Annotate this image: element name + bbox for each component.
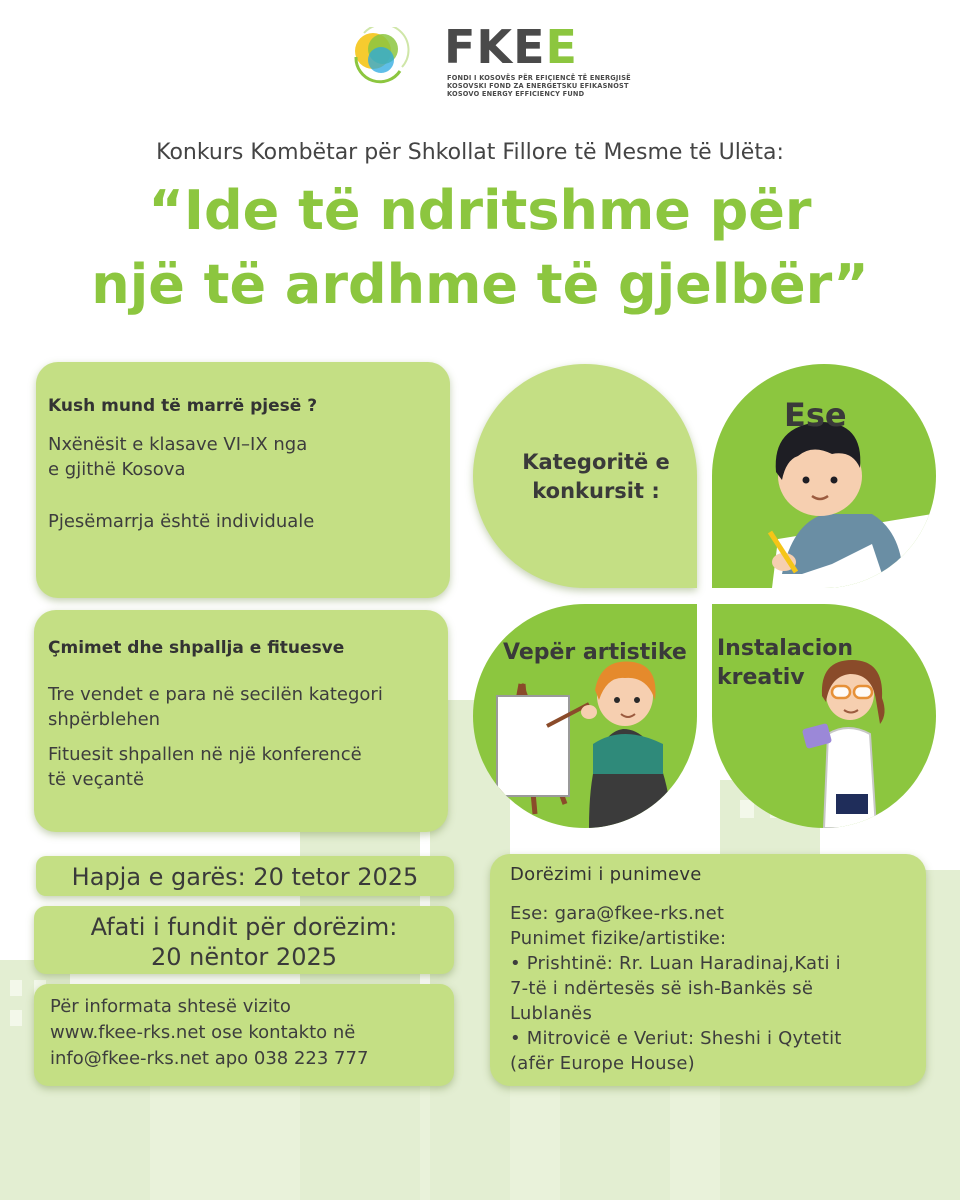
prizes-line: të veçantë <box>48 769 145 790</box>
boy-painting-illustration <box>473 604 697 828</box>
submission-card <box>490 854 926 1086</box>
deadline-label: Afati i fundit për dorëzim: <box>90 913 398 941</box>
submission-title: Dorëzimi i punimeve <box>510 864 702 885</box>
eligibility-individual: Pjesëmarrja është individuale <box>48 511 315 532</box>
art-category-petal <box>473 604 697 828</box>
tagline-english: KOSOVO ENERGY EFFICIENCY FUND <box>447 90 585 98</box>
contact-info-card <box>34 984 454 1086</box>
submission-location: Lublanës <box>510 1003 593 1024</box>
opening-date-pill: Hapja e garës: 20 tetor 2025 <box>36 856 454 896</box>
deadline-pill <box>34 906 454 974</box>
prizes-line: Fituesit shpallen në një konferencë <box>48 744 362 765</box>
categories-label: Kategoritë e <box>522 450 670 474</box>
prizes-line: Tre vendet e para në secilën kategori <box>48 684 383 705</box>
eligibility-card <box>36 362 450 598</box>
headline-line-2: një të ardhme të gjelbër” <box>91 253 869 316</box>
fkee-logo-icon <box>350 27 410 85</box>
competition-subtitle: Konkurs Kombëtar për Shkollat Fillore të Mesme të Ulëta: <box>156 140 784 165</box>
categories-label: konkursit : <box>532 479 660 503</box>
eligibility-line: e gjithë Kosova <box>48 459 186 480</box>
submission-essay-email[interactable]: Ese: gara@fkee-rks.net <box>510 903 725 924</box>
essay-category-label: Ese <box>784 396 847 434</box>
installation-category-label: Instalacion <box>717 636 854 661</box>
contact-email-phone[interactable]: info@fkee-rks.net apo 038 223 777 <box>50 1048 369 1069</box>
art-category-label: Vepër artistike <box>503 640 687 665</box>
submission-physical-label: Punimet fizike/artistike: <box>510 928 727 949</box>
prizes-title: Çmimet dhe shpallja e fituesve <box>48 638 345 658</box>
deadline-date: 20 nëntor 2025 <box>150 943 338 971</box>
website-link[interactable]: www.fkee-rks.net ose kontakto në <box>50 1022 356 1043</box>
submission-location: 7-të i ndërtesës së ish-Bankës së <box>510 978 814 999</box>
prizes-line: shpërblehen <box>48 709 161 730</box>
eligibility-title: Kush mund të marrë pjesë ? <box>48 396 318 416</box>
categories-label-petal <box>473 364 697 588</box>
info-line: Për informata shtesë vizito <box>50 996 291 1017</box>
installation-category-label: kreativ <box>717 665 805 690</box>
submission-location: (afër Europe House) <box>510 1053 695 1074</box>
submission-location: • Prishtinë: Rr. Luan Haradinaj,Kati i <box>510 953 841 974</box>
essay-category-petal <box>712 364 936 588</box>
fkee-wordmark: FKEE <box>444 20 578 74</box>
installation-category-petal <box>712 604 936 828</box>
eligibility-line: Nxënësit e klasave VI–IX nga <box>48 434 308 455</box>
submission-location: • Mitrovicë e Veriut: Sheshi i Qytetit <box>510 1028 842 1049</box>
tagline-serbian: KOSOVSKI FOND ZA ENERGETSKU EFIKASNOST <box>447 82 629 90</box>
tagline-albanian: FONDI I KOSOVËS PËR EFIÇIENCË TË ENERGJISË <box>447 74 631 82</box>
prizes-card <box>34 610 448 832</box>
headline-line-1: “Ide të ndritshme për <box>148 179 812 242</box>
